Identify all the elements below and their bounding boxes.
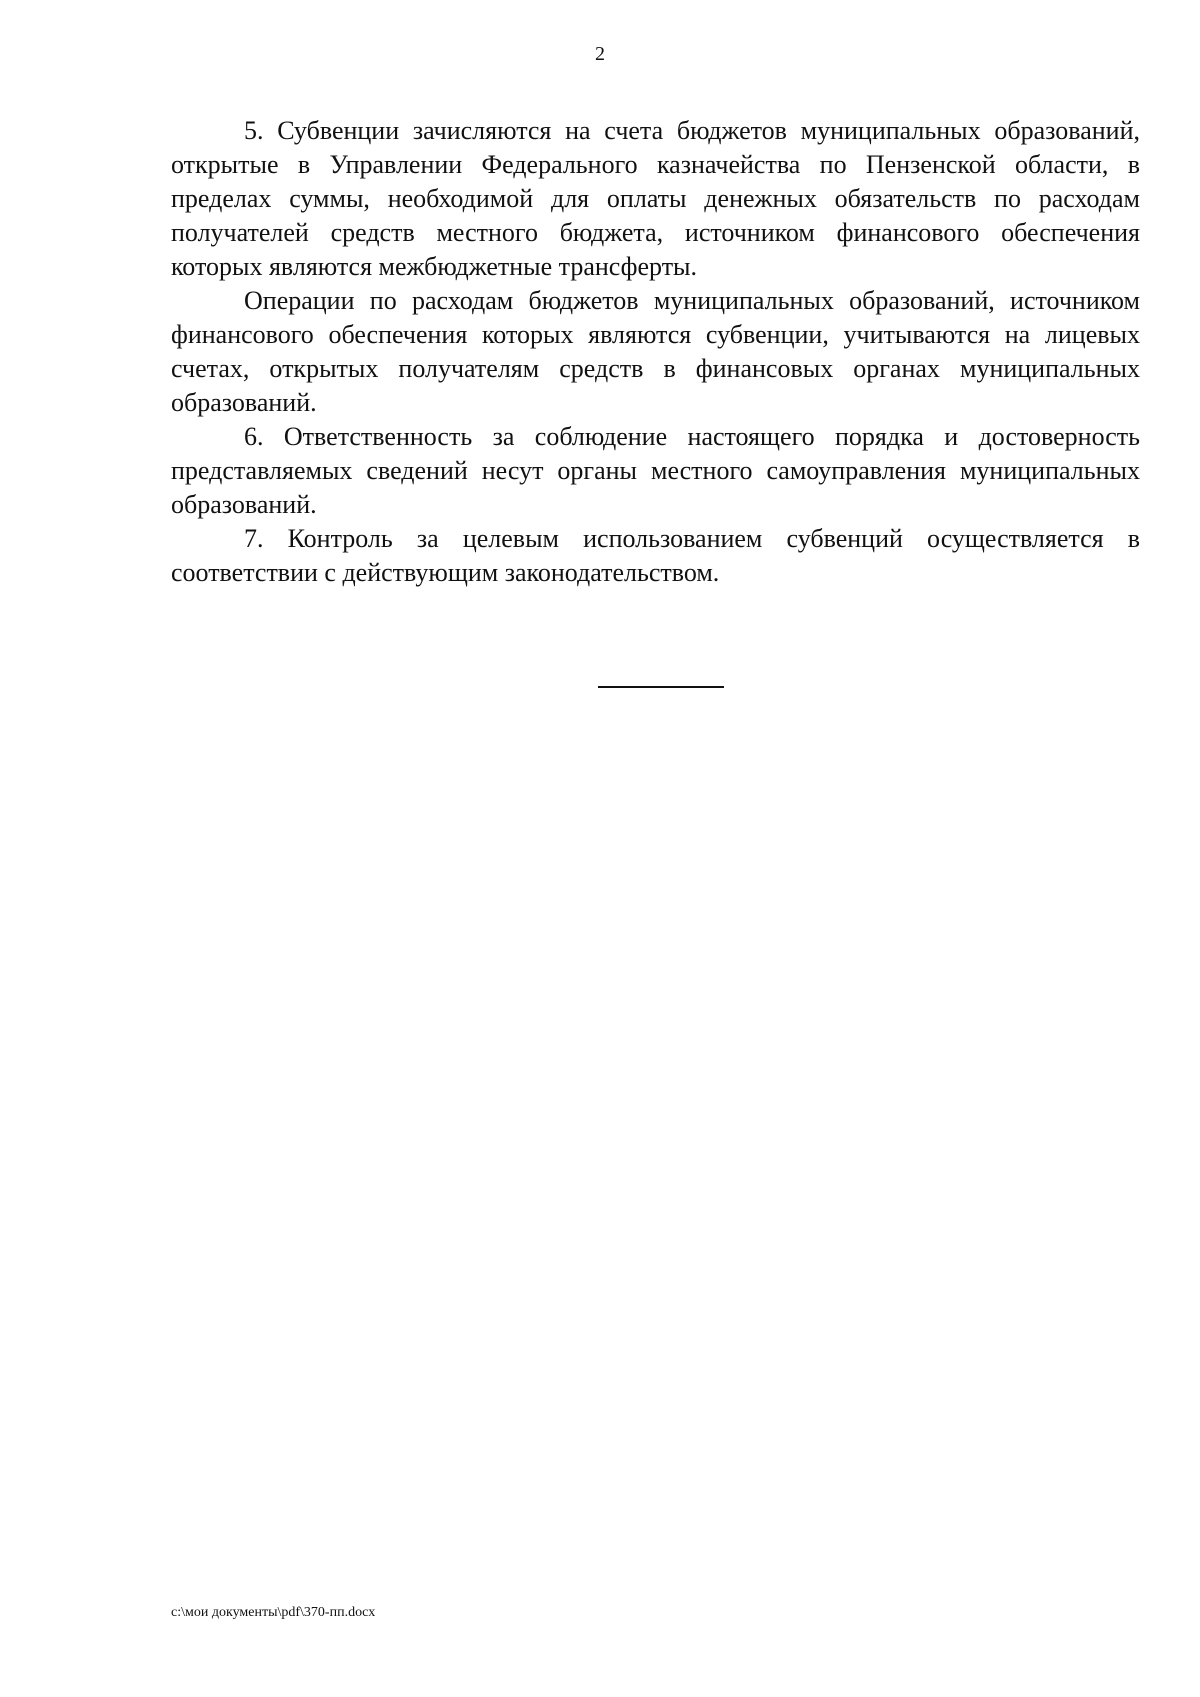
page-number: 2 — [595, 43, 605, 65]
end-of-document-rule — [598, 686, 724, 688]
paragraph-5-subventions-crediting: 5. Субвенции зачисляются на счета бюджетов муниципальных образований, открытые в Управлении Федерального казначейства по Пензенской области, в пределах суммы, необходимой для оплаты денежных обязательств по расходам получателей средств местного бюджета, источником финансового обеспечения которых являются межбюджетные трансферты. — [171, 116, 1140, 281]
paragraph-operations-accounting: Операции по расходам бюджетов муниципальных образований, источником финансового обеспечения которых являются субвенции, учитываются на лицевых счетах, открытых получателям средств в финансовых органах муниципальных образований. — [171, 286, 1140, 417]
paragraph-7-control: 7. Контроль за целевым использованием субвенций осуществляется в соответствии с действующим законодательством. — [171, 524, 1140, 587]
document-body — [171, 114, 1140, 590]
paragraph-6-responsibility: 6. Ответственность за соблюдение настоящего порядка и достоверность представляемых сведений несут органы местного самоуправления муниципальных образований. — [171, 422, 1140, 519]
footer-file-path: c:\мои документы\pdf\370-пп.docx — [171, 1605, 376, 1620]
